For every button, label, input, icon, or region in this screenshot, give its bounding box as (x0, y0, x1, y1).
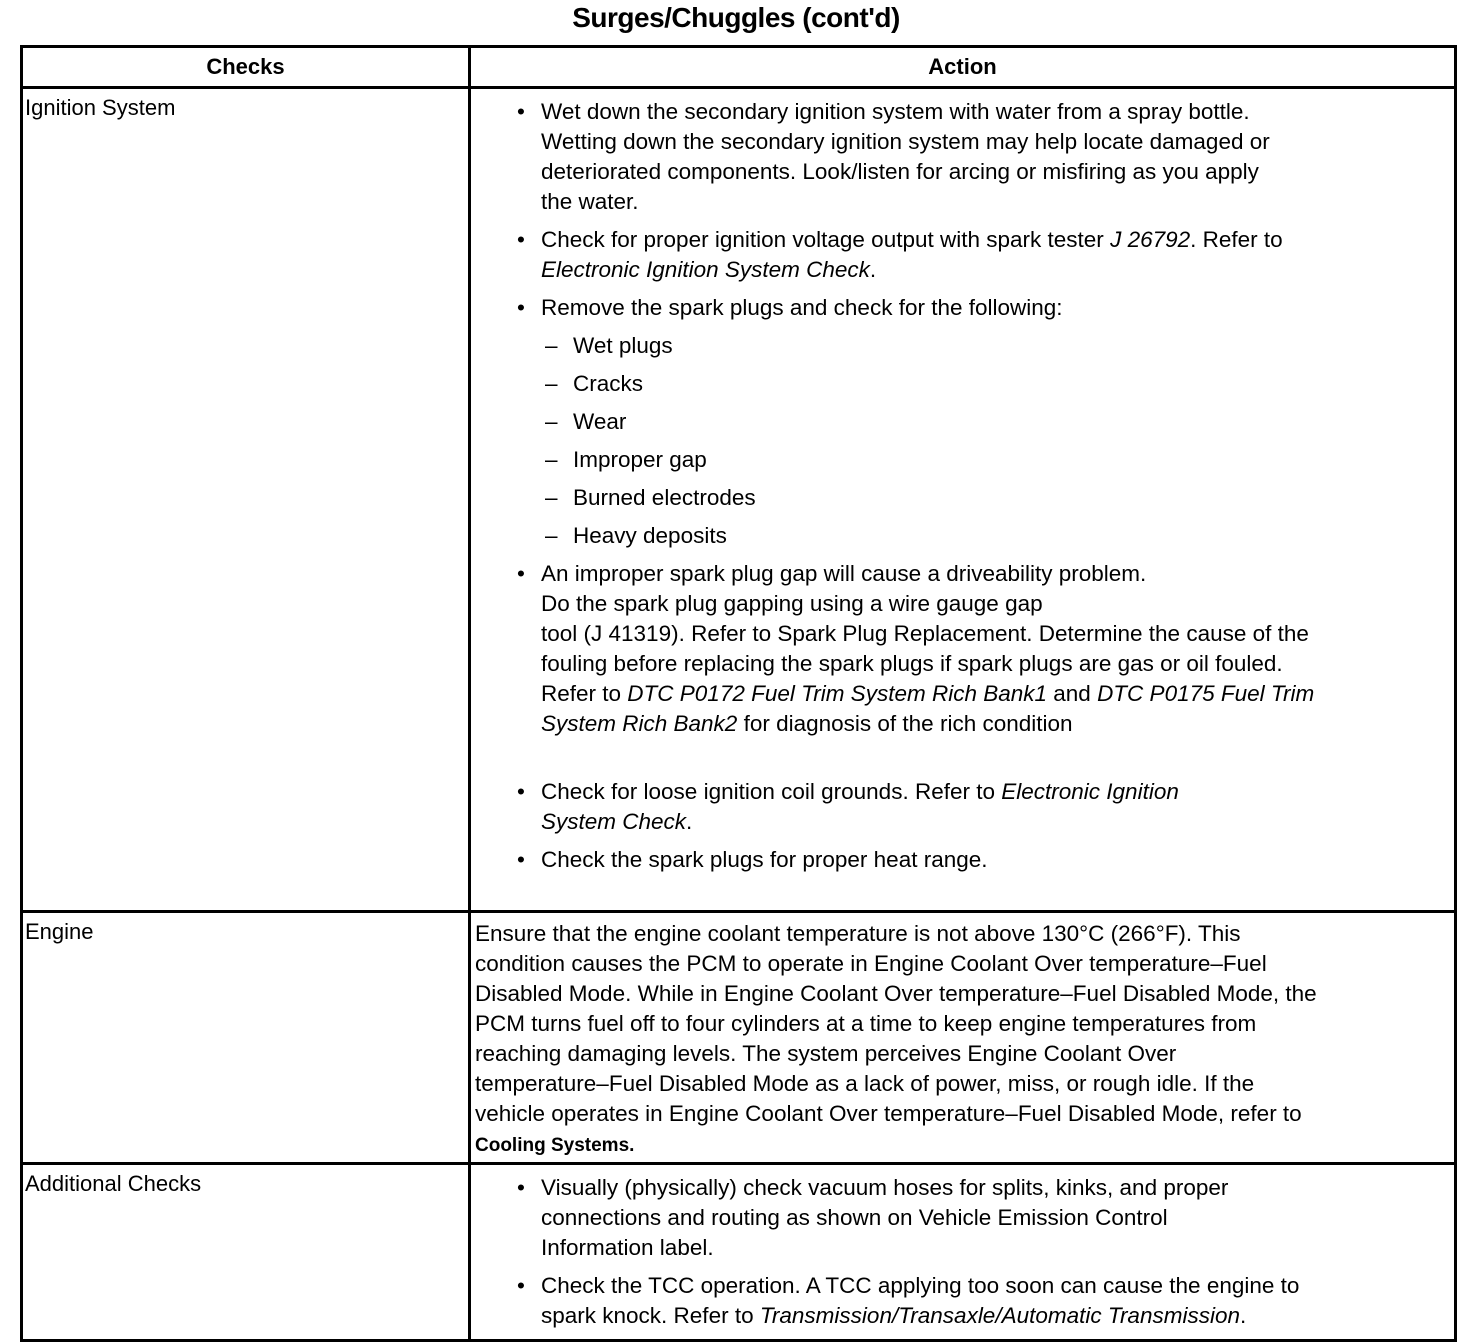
text-run: deteriorated components. Look/listen for arcing or misfiring as you apply (541, 159, 1259, 184)
text-run: tool (J 41319). Refer to Spark Plug Replacement. Determine the cause of the (541, 621, 1309, 646)
sub-item-label: Burned electrodes (573, 485, 756, 510)
sub-item (471, 483, 1454, 513)
reference-text: Electronic Ignition (1001, 779, 1179, 804)
table-row-engine (22, 912, 1456, 1164)
text-run: Refer to (541, 681, 628, 706)
text-run: spark knock. Refer to (541, 1303, 760, 1328)
bullet-icon: • (517, 99, 525, 124)
text-run: . (869, 257, 877, 282)
sub-item (471, 369, 1454, 399)
text-run: . Refer to (1190, 227, 1283, 252)
check-cell: Additional Checks (22, 1164, 470, 1341)
reference-text: System Check (541, 809, 687, 834)
table-row-additional-checks (22, 1164, 1456, 1341)
action-cell (470, 1164, 1456, 1341)
text-run: the water. (541, 189, 639, 214)
text-run: Wetting down the secondary ignition system may help locate damaged or (541, 129, 1270, 154)
sub-item (471, 521, 1454, 551)
header-action: Action (470, 47, 1456, 88)
text-run: Check the TCC operation. A TCC applying too soon can cause the engine to (541, 1273, 1300, 1298)
header-checks: Checks (22, 47, 470, 88)
text-run: Do the spark plug gapping using a wire gauge gap (541, 591, 1043, 616)
text-run: Check for loose ignition coil grounds. Refer to (541, 779, 1002, 804)
table-row-ignition-system (22, 88, 1456, 912)
bullet-item (471, 293, 1454, 323)
dash-icon: – (545, 447, 558, 472)
text-run: connections and routing as shown on Vehicle Emission Control (541, 1205, 1168, 1230)
sub-item (471, 407, 1454, 437)
sub-item (471, 331, 1454, 361)
sub-item-label: Wear (573, 409, 627, 434)
dash-icon: – (545, 409, 558, 434)
reference-text: System Rich Bank2 (541, 711, 738, 736)
bullet-icon: • (517, 779, 525, 804)
text-run: condition causes the PCM to operate in Engine Coolant Over temperature–Fuel (475, 951, 1267, 976)
bullet-item (471, 1173, 1454, 1263)
text-run: and (1047, 681, 1098, 706)
dash-icon: – (545, 485, 558, 510)
action-paragraph (475, 919, 1450, 1161)
reference-text: DTC P0175 Fuel Trim (1097, 681, 1315, 706)
sub-item-label: Improper gap (573, 447, 707, 472)
bullet-item (471, 559, 1454, 739)
bullet-item (471, 845, 1454, 875)
action-bullets (471, 1173, 1454, 1331)
text-run: Disabled Mode. While in Engine Coolant Over temperature–Fuel Disabled Mode, the (475, 981, 1317, 1006)
bullet-icon: • (517, 847, 525, 872)
text-run: . (1239, 1303, 1247, 1328)
text-run: PCM turns fuel off to four cylinders at a time to keep engine temperatures from (475, 1011, 1257, 1036)
page-title: Surges/Chuggles (cont'd) (572, 2, 900, 33)
text-run: Ensure that the engine coolant temperature is not above 130°C (266°F). This (475, 921, 1241, 946)
text-run: Check for proper ignition voltage output with spark tester (541, 227, 1111, 252)
sub-item-label: Heavy deposits (573, 523, 727, 548)
text-run: Wet down the secondary ignition system with water from a spray bottle. (541, 99, 1250, 124)
text-run: Check the spark plugs for proper heat range. (541, 847, 988, 872)
text-run: fouling before replacing the spark plugs if spark plugs are gas or oil fouled. (541, 651, 1283, 676)
sub-item-label: Cracks (573, 371, 644, 396)
check-cell: Engine (22, 912, 470, 1164)
bullet-icon: • (517, 1175, 525, 1200)
bullet-item (471, 97, 1454, 217)
action-cell (470, 912, 1456, 1164)
bullet-icon: • (517, 1273, 525, 1298)
text-run: for diagnosis of the rich condition (737, 711, 1073, 736)
text-run: Visually (physically) check vacuum hoses for splits, kinks, and proper (541, 1175, 1229, 1200)
bullet-item (471, 1271, 1454, 1331)
bullet-item (471, 225, 1454, 285)
text-run: Remove the spark plugs and check for the following: (541, 295, 1063, 320)
bold-reference: Cooling Systems. (475, 1135, 635, 1156)
table-header-row (22, 47, 1456, 88)
dash-icon: – (545, 523, 558, 548)
check-cell: Ignition System (22, 88, 470, 912)
bullet-icon: • (517, 227, 525, 252)
reference-text: Transmission/Transaxle/Automatic Transmission (759, 1303, 1240, 1328)
action-bullets (471, 97, 1454, 875)
bullet-icon: • (517, 295, 525, 320)
text-run: . (686, 809, 693, 834)
bullet-icon: • (517, 561, 525, 586)
reference-text: J 26792 (1110, 227, 1191, 252)
reference-text: Electronic Ignition System Check (541, 257, 870, 282)
text-run: vehicle operates in Engine Coolant Over temperature–Fuel Disabled Mode, refer to (475, 1101, 1302, 1126)
sub-item-label: Wet plugs (573, 333, 673, 358)
text-run: An improper spark plug gap will cause a driveability problem. (541, 561, 1147, 586)
action-cell (470, 88, 1456, 912)
text-run: reaching damaging levels. The system perceives Engine Coolant Over (475, 1041, 1177, 1066)
text-run: temperature–Fuel Disabled Mode as a lack of power, miss, or rough idle. If the (475, 1071, 1255, 1096)
sub-item (471, 445, 1454, 475)
reference-text: DTC P0172 Fuel Trim System Rich Bank1 (627, 681, 1048, 706)
dash-icon: – (545, 333, 558, 358)
bullet-item (471, 777, 1454, 837)
text-run: Information label. (541, 1235, 714, 1260)
checks-action-table (20, 45, 1457, 1342)
dash-icon: – (545, 371, 558, 396)
